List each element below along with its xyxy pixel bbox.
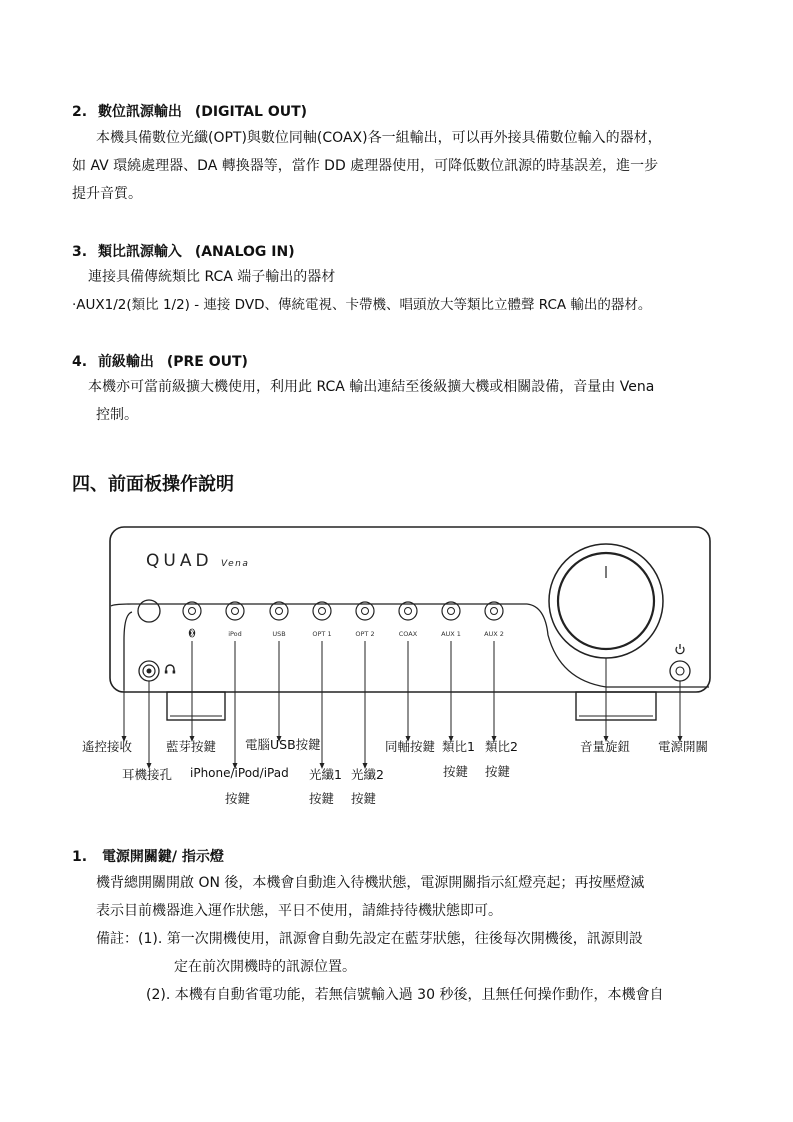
callout-remote: 遙控接收	[82, 739, 133, 754]
paragraph-line: 表示目前機器進入運作狀態，平日不使用，請維持待機狀態即可。	[96, 903, 502, 919]
paragraph-line: 機背總開關開啟 ON 後，本機會自動進入待機狀態，電源開關指示紅燈亮起；再按壓燈滅	[96, 875, 645, 891]
section-number: 2.	[72, 104, 88, 120]
bluetooth-button	[183, 602, 201, 620]
paragraph-line: 定在前次開機時的訊源位置。	[174, 959, 356, 975]
paragraph-line: 如 AV 環繞處理器、DA 轉換器等，當作 DD 處理器使用，可降低數位訊源的時基誤差，進一步	[72, 158, 659, 174]
paragraph-line: 控制。	[96, 407, 138, 423]
section-title-en: (PRE OUT)	[166, 354, 248, 370]
power-section-heading	[72, 846, 224, 866]
section-title: 電源開關鍵/ 指示燈	[101, 849, 224, 865]
power-button	[670, 661, 690, 681]
aux2-button	[485, 602, 503, 620]
callout-usb: 電腦USB按鍵	[245, 737, 321, 752]
opt1-label: OPT 1	[312, 630, 332, 638]
paragraph-line: 提升音質。	[72, 186, 142, 202]
remote-receiver-window	[138, 600, 160, 622]
model-logo: Vena	[221, 559, 250, 569]
section-number: 1.	[72, 849, 88, 865]
callout-opt2: 光纖2	[351, 767, 384, 782]
callout-ipod-b: 按鍵	[225, 791, 251, 806]
coax-label: COAX	[398, 630, 418, 638]
opt2-label: OPT 2	[355, 630, 375, 638]
section-number: 3.	[72, 244, 88, 260]
paragraph-line: 連接具備傳統類比 RCA 端子輸出的器材	[88, 269, 336, 285]
bluetooth-icon	[189, 629, 195, 638]
callout-aux2-b: 按鍵	[485, 764, 511, 779]
paragraph-line: 本機亦可當前級擴大機使用，利用此 RCA 輸出連結至後級擴大機或相關設備，音量由 Vena	[88, 379, 655, 395]
opt1-button	[313, 602, 331, 620]
callout-opt2-b: 按鍵	[351, 791, 377, 806]
section-title: 數位訊源輸出	[97, 104, 182, 120]
callout-aux1-b: 按鍵	[443, 764, 469, 779]
aux2-label: AUX 2	[484, 630, 504, 638]
aux1-label: AUX 1	[441, 630, 461, 638]
callout-headphone: 耳機接孔	[122, 767, 173, 782]
source-buttons	[183, 602, 503, 620]
callout-opt1-b: 按鍵	[309, 791, 335, 806]
callout-volume: 音量旋鈕	[580, 739, 631, 754]
paragraph-line: 本機具備數位光纖(OPT)與數位同軸(COAX)各一組輸出，可以再外接具備數位輸入的器材，	[96, 130, 662, 146]
callout-coax: 同軸按鍵	[385, 739, 436, 754]
power-icon	[676, 644, 684, 654]
paragraph-line: (2). 本機有自動省電功能，若無信號輸入過 30 秒後，且無任何操作動作，本機會自	[146, 987, 664, 1003]
section-title-en: (DIGITAL OUT)	[194, 104, 308, 120]
usb-label: USB	[272, 630, 286, 638]
section-title: 類比訊源輸入	[97, 244, 182, 260]
callout-bluetooth: 藍芽按鍵	[166, 739, 217, 754]
chapter-title: 四、前面板操作說明	[72, 474, 234, 495]
brand-logo: QUAD	[146, 551, 213, 571]
section-title: 前級輸出	[97, 354, 154, 370]
ipod-button	[226, 602, 244, 620]
ipod-label: iPod	[228, 630, 242, 638]
coax-button	[399, 602, 417, 620]
opt2-button	[356, 602, 374, 620]
volume-knob	[549, 544, 663, 658]
callout-opt1: 光纖1	[309, 767, 342, 782]
paragraph-line: 備註：(1). 第一次開機使用，訊源會自動先設定在藍芽狀態，往後每次開機後，訊源則設	[96, 931, 643, 947]
section-number: 4.	[72, 354, 88, 370]
callout-aux1: 類比1	[442, 739, 475, 754]
usb-button	[270, 602, 288, 620]
callout-ipod: iPhone/iPod/iPad	[190, 766, 289, 780]
callout-aux2: 類比2	[485, 739, 518, 754]
paragraph-line: ‧AUX1/2(類比 1/2) - 連接 DVD、傳統電視、卡帶機、唱頭放大等類比立體聲 RCA 輸出的器材。	[72, 297, 652, 313]
section-title-en: (ANALOG IN)	[194, 244, 295, 260]
aux1-button	[442, 602, 460, 620]
callout-power: 電源開關	[658, 739, 709, 754]
